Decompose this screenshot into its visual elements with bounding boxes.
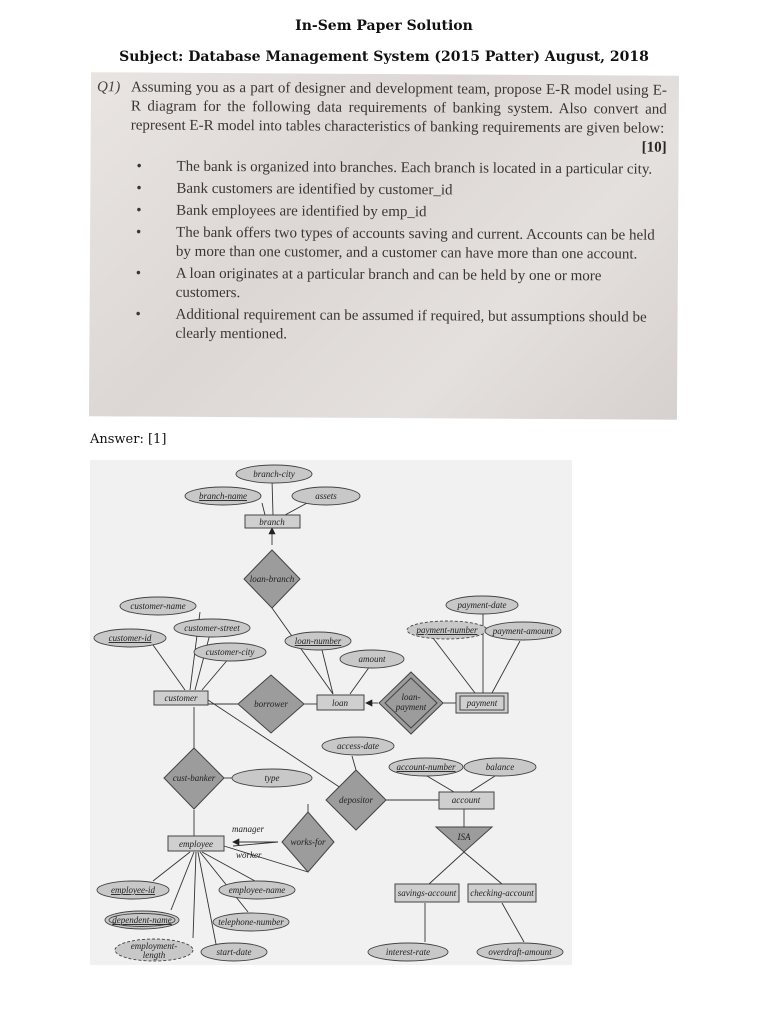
svg-text:cust-banker: cust-banker xyxy=(172,773,216,783)
svg-text:assets: assets xyxy=(315,491,337,501)
svg-text:payment: payment xyxy=(466,698,498,708)
bullet-icon: • xyxy=(135,306,141,323)
svg-text:access-date: access-date xyxy=(337,741,379,751)
svg-text:account: account xyxy=(451,795,481,805)
bullet-icon: • xyxy=(135,265,142,282)
requirements-list xyxy=(95,157,666,346)
list-item: • Bank employees are identified by emp_id xyxy=(136,202,427,221)
answer-label: Answer: [1] xyxy=(90,432,167,447)
svg-text:branch-name: branch-name xyxy=(199,491,247,501)
question-text: Assuming you as a part of designer and development team, propose E-R model using E-R diagram for the following data requirements of banking system. Also convert and represent E-R model into tables characteristics of banking requirements are given below: xyxy=(130,79,668,137)
list-item: • Additional requirement can be assumed if required, but assumptions should be clearly mentioned. xyxy=(135,306,647,343)
svg-text:amount: amount xyxy=(358,654,386,664)
er-diagram-svg xyxy=(90,460,572,965)
svg-text:loan-branch: loan-branch xyxy=(249,574,295,584)
svg-text:employment-: employment- xyxy=(130,941,178,951)
svg-text:start-date: start-date xyxy=(216,947,252,957)
list-item: • The bank is organized into branches. Each branch is located in a particular city. xyxy=(136,158,653,178)
svg-text:employee-name: employee-name xyxy=(228,885,286,895)
svg-text:depositor: depositor xyxy=(338,795,374,805)
svg-text:payment-amount: payment-amount xyxy=(492,626,554,636)
svg-text:account-number: account-number xyxy=(396,762,456,772)
svg-text:employee: employee xyxy=(179,839,213,849)
svg-text:payment: payment xyxy=(395,702,427,712)
svg-text:customer-id: customer-id xyxy=(108,633,152,643)
list-item: • A loan originates at a particular branch and can be held by one or more customers. xyxy=(135,265,602,302)
list-item: • The bank offers two types of accounts saving and current. Accounts can be held by more than one customer, and a customer can have more than one account. xyxy=(136,224,655,263)
svg-text:overdraft-amount: overdraft-amount xyxy=(488,947,552,957)
svg-text:customer: customer xyxy=(164,693,198,703)
svg-text:loan-number: loan-number xyxy=(294,636,342,646)
bullet-icon: • xyxy=(136,202,142,219)
role-worker-label: worker xyxy=(236,850,262,860)
svg-text:payment-number: payment-number xyxy=(416,625,478,635)
svg-text:ISA: ISA xyxy=(457,832,471,842)
page-title: In-Sem Paper Solution xyxy=(295,18,473,34)
question-photo xyxy=(89,72,679,420)
svg-text:borrower: borrower xyxy=(254,699,288,709)
svg-text:checking-account: checking-account xyxy=(470,888,534,898)
svg-text:telephone-number: telephone-number xyxy=(218,917,284,927)
role-manager-label: manager xyxy=(232,824,264,834)
svg-text:type: type xyxy=(264,773,280,783)
svg-text:balance: balance xyxy=(485,762,515,772)
bullet-icon: • xyxy=(136,180,142,197)
svg-text:customer-street: customer-street xyxy=(184,623,240,633)
svg-text:loan-: loan- xyxy=(401,692,421,702)
question-number: Q1) xyxy=(96,79,121,96)
bullet-icon: • xyxy=(136,224,142,241)
svg-text:payment-date: payment-date xyxy=(457,600,507,610)
question-marks: [10] xyxy=(641,139,667,156)
bullet-icon: • xyxy=(136,158,142,175)
svg-text:dependent-name: dependent-name xyxy=(112,915,172,925)
svg-text:branch-city: branch-city xyxy=(253,469,295,479)
entities xyxy=(154,515,536,902)
svg-text:interest-rate: interest-rate xyxy=(385,947,431,957)
relationships xyxy=(164,550,492,872)
svg-text:savings-account: savings-account xyxy=(397,888,457,898)
list-item: • Bank customers are identified by customer_id xyxy=(136,180,453,199)
svg-text:length: length xyxy=(142,950,166,960)
svg-text:loan: loan xyxy=(331,698,349,708)
svg-text:works-for: works-for xyxy=(290,837,326,847)
svg-text:customer-name: customer-name xyxy=(130,601,186,611)
er-diagram xyxy=(90,460,572,965)
svg-text:employee-id: employee-id xyxy=(111,885,155,895)
svg-text:branch: branch xyxy=(259,517,285,527)
subject-line: Subject: Database Management System (2015 Patter) August, 2018 xyxy=(119,49,649,65)
svg-text:customer-city: customer-city xyxy=(205,647,255,657)
